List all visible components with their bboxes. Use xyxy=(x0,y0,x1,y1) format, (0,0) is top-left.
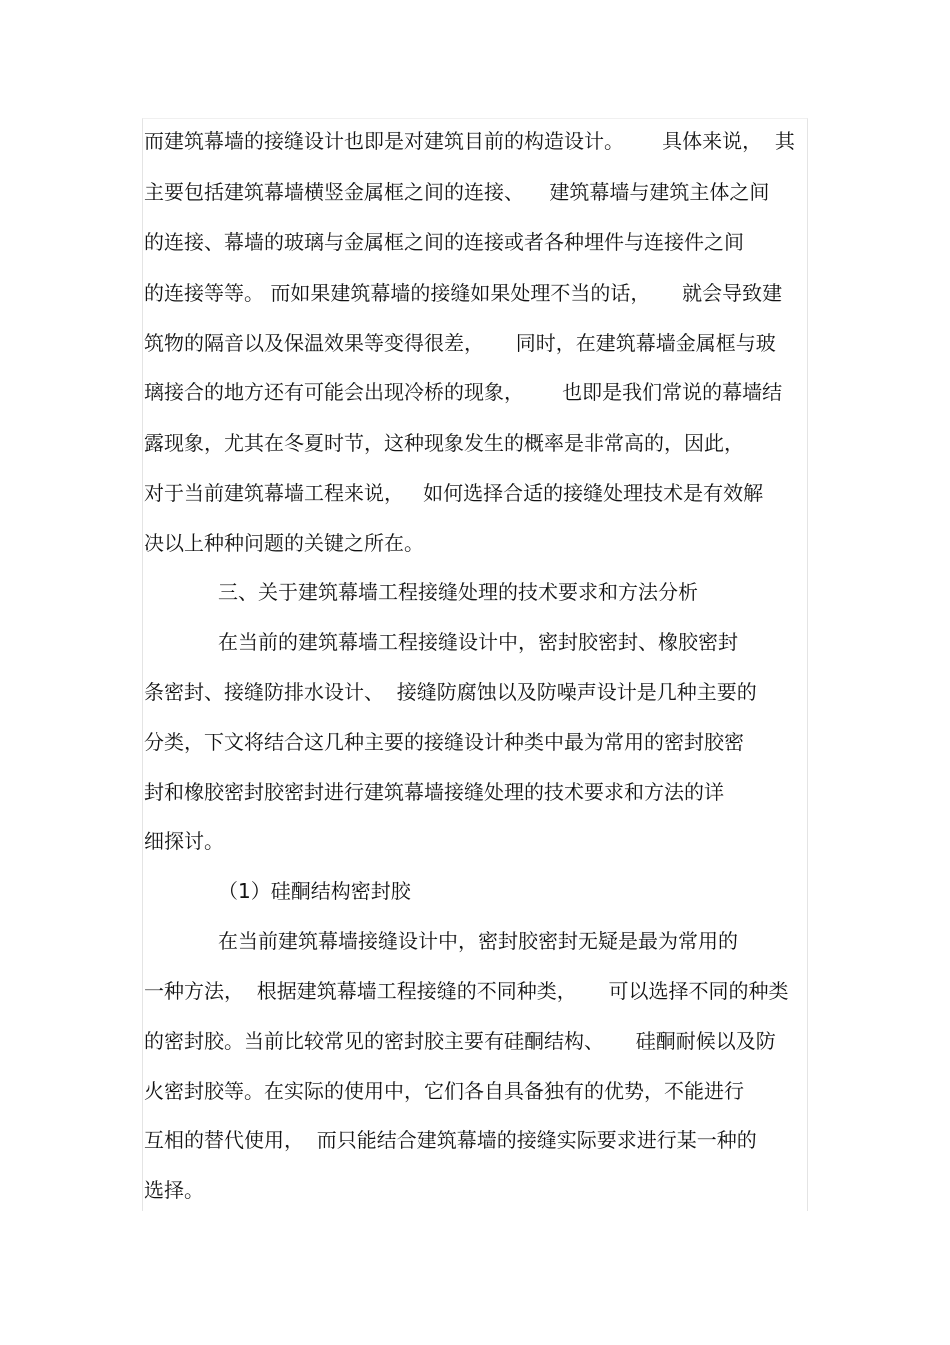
text-line: 露现象，尤其在冬夏时节，这种现象发生的概率是非常高的，因此， xyxy=(144,431,744,455)
text-line: 的连接等等。 而如果建筑幕墙的接缝如果处理不当的话， 就会导致建 xyxy=(144,281,783,305)
subsection-heading: （1）硅酮结构密封胶 xyxy=(218,879,411,903)
text-line: 分类，下文将结合这几种主要的接缝设计种类中最为常用的密封胶密 xyxy=(144,730,744,754)
text-line: 在当前的建筑幕墙工程接缝设计中，密封胶密封、橡胶密封 xyxy=(218,630,738,654)
text-line: 主要包括建筑幕墙横竖金属框之间的连接、 建筑幕墙与建筑主体之间 xyxy=(144,180,770,204)
text-line: 条密封、接缝防排水设计、 接缝防腐蚀以及防噪声设计是几种主要的 xyxy=(144,680,757,704)
text-line: 在当前建筑幕墙接缝设计中，密封胶密封无疑是最为常用的 xyxy=(218,929,738,953)
text-line: 选择。 xyxy=(144,1178,204,1202)
text-line: 细探讨。 xyxy=(144,829,224,853)
text-line: 璃接合的地方还有可能会出现冷桥的现象， 也即是我们常说的幕墙结 xyxy=(144,380,783,404)
text-line: 决以上种种问题的关键之所在。 xyxy=(144,531,424,555)
text-line: 火密封胶等。在实际的使用中，它们各自具备独有的优势，不能进行 xyxy=(144,1079,744,1103)
text-line: 的密封胶。当前比较常见的密封胶主要有硅酮结构、 硅酮耐候以及防 xyxy=(144,1029,776,1053)
text-line: 筑物的隔音以及保温效果等变得很差， 同时，在建筑幕墙金属框与玻 xyxy=(144,331,776,355)
text-line: 而建筑幕墙的接缝设计也即是对建筑目前的构造设计。 具体来说， 其 xyxy=(144,129,795,153)
text-line: 封和橡胶密封胶密封进行建筑幕墙接缝处理的技术要求和方法的详 xyxy=(144,780,724,804)
text-line: 互相的替代使用， 而只能结合建筑幕墙的接缝实际要求进行某一种的 xyxy=(144,1128,757,1152)
text-line: 对于当前建筑幕墙工程来说， 如何选择合适的接缝处理技术是有效解 xyxy=(144,481,764,505)
section-heading: 三、关于建筑幕墙工程接缝处理的技术要求和方法分析 xyxy=(218,580,698,604)
text-line: 的连接、幕墙的玻璃与金属框之间的连接或者各种埋件与连接件之间 xyxy=(144,230,744,254)
text-line: 一种方法， 根据建筑幕墙工程接缝的不同种类， 可以选择不同的种类 xyxy=(144,979,789,1003)
